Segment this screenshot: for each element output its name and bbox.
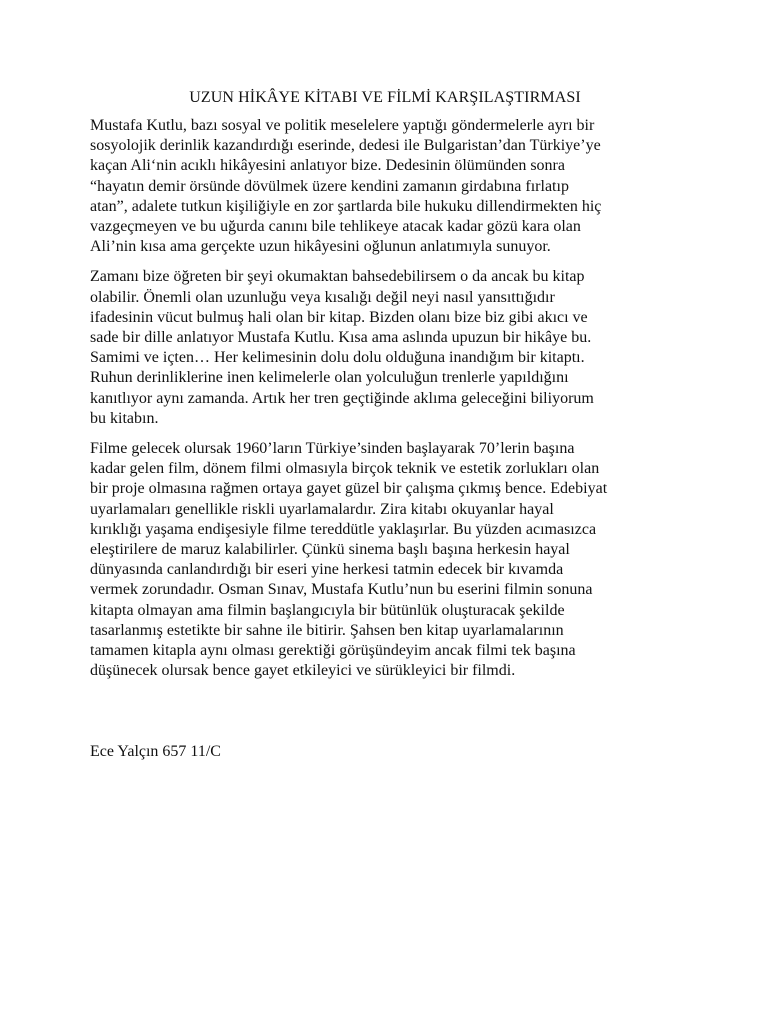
text-line: kitapta olmayan ama filmin başlangıcıyla bir bütünlük oluşturacak şekilde — [90, 601, 565, 619]
text-line: vazgeçmeyen ve bu uğurda canını bile tehlikeye atacak kadar gözü kara olan — [90, 218, 581, 236]
text-line: kadar gelen film, dönem filmi olmasıyla birçok teknik ve estetik zorlukları olan — [90, 460, 600, 478]
text-line: olabilir. Önemli olan uzunluğu veya kısalığı değil neyi nasıl yansıttığıdır — [90, 288, 555, 306]
text-line: düşünecek olursak bence gayet etkileyici ve sürükleyici bir filmdi. — [90, 662, 516, 680]
text-line: bir proje olmasına rağmen ortaya gayet güzel bir çalışma çıkmış bence. Edebiyat — [90, 480, 608, 498]
paragraph-1 — [90, 116, 680, 257]
text-line: uyarlamaları genellikle riskli uyarlamalardır. Zira kitabı okuyanlar hayal — [90, 500, 554, 518]
text-line: kaçan Ali‘nin acıklı hikâyesini anlatıyor bize. Dedesinin ölümünden sonra — [90, 157, 565, 175]
text-line: eleştirilere de maruz kalabilirler. Çünkü sinema başlı başına herkesin hayal — [90, 541, 570, 559]
text-line: tamamen kitapla aynı olması gerektiği görüşündeyim ancak filmi tek başına — [90, 642, 576, 660]
text-line: Ali’nin kısa ama gerçekte uzun hikâyesini oğlunun anlatımıyla sunuyor. — [90, 238, 551, 256]
text-line: atan”, adalete tutkun kişiliğiyle en zor şartlarda bile hukuku dillendirmekten hiç — [90, 197, 602, 215]
text-line: sosyolojik derinlik kazandırdığı eserinde, dedesi ile Bulgaristan’dan Türkiye’ye — [90, 137, 601, 155]
text-line: Samimi ve içten… Her kelimesinin dolu dolu olduğuna inandığım bir kitaptı. — [90, 349, 585, 367]
text-line: “hayatın demir örsünde dövülmek üzere kendini zamanın girdabına fırlatıp — [90, 177, 569, 195]
text-line: bu kitabın. — [90, 409, 159, 427]
paragraph-2 — [90, 267, 680, 429]
text-line: tasarlanmış estetikte bir sahne ile bitirir. Şahsen ben kitap uyarlamalarının — [90, 621, 564, 639]
text-line: ifadesinin vücut bulmuş hali olan bir kitap. Bizden olanı bize biz gibi akıcı ve — [90, 308, 588, 326]
document-page — [90, 88, 680, 691]
text-line: dünyasında canlandırdığı bir eseri yine herkesi tatmin edecek bir kıvamda — [90, 561, 564, 579]
text-line: Mustafa Kutlu, bazı sosyal ve politik meselelere yaptığı göndermelerle ayrı bir — [90, 117, 595, 134]
paragraph-3 — [90, 439, 680, 681]
text-line: vermek zorundadır. Osman Sınav, Mustafa Kutlu’nun bu eserini filmin sonuna — [90, 581, 593, 599]
text-line: Zamanı bize öğreten bir şeyi okumaktan bahsedebilirsem o da ancak bu kitap — [90, 268, 585, 286]
document-title: UZUN HİKÂYE KİTABI VE FİLMİ KARŞILAŞTIRMASI — [189, 89, 581, 106]
text-line: Filme gelecek olursak 1960’ların Türkiye’sinden başlayarak 70’lerin başına — [90, 440, 575, 458]
text-line: kanıtlıyor aynı zamanda. Artık her tren geçtiğinde aklıma geleceğini biliyorum — [90, 389, 594, 407]
text-line: kırıklığı yaşama endişesiyle filme tereddütle yaklaşırlar. Bu yüzden acımasızca — [90, 520, 597, 538]
author-signature: Ece Yalçın 657 11/C — [90, 743, 221, 760]
text-line: Ruhun derinliklerine inen kelimelerle olan yolculuğun trenlerle yapıldığını — [90, 369, 569, 387]
text-line: sade bir dille anlatıyor Mustafa Kutlu. Kısa ama aslında upuzun bir hikâye bu. — [90, 329, 592, 347]
